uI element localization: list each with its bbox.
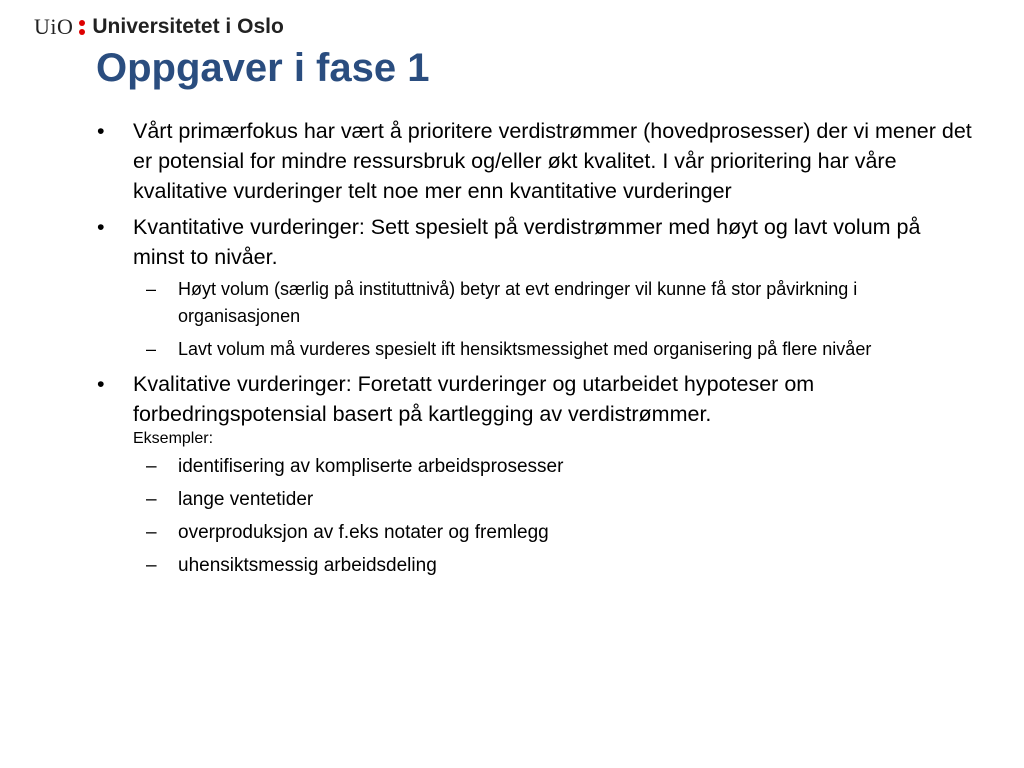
- sub-bullet-text: identifisering av kompliserte arbeidsprosesser: [178, 456, 564, 477]
- sub-bullet-marker: –: [146, 489, 157, 510]
- sub-bullet-marker: –: [146, 456, 157, 477]
- sub-bullet-marker: –: [146, 522, 157, 543]
- sub-bullet-item: [133, 519, 975, 546]
- bullet-item: [95, 369, 975, 579]
- sub-bullet-text: lange ventetider: [178, 489, 314, 510]
- sub-bullet-item: [133, 552, 975, 579]
- bullet-marker: •: [97, 215, 105, 239]
- examples-label: Eksempler:: [133, 430, 214, 447]
- university-logo: [34, 14, 284, 40]
- sub-bullet-marker: –: [146, 339, 157, 359]
- logo-dot-bottom: [79, 29, 85, 35]
- bullet-text: Kvalitative vurderinger: Foretatt vurderinger og utarbeidet hypoteser om forbedringspotensial basert på kartlegging av verdistrømmer.: [133, 372, 815, 426]
- slide-content: [95, 116, 975, 585]
- logo-short-name: UiO: [34, 14, 74, 39]
- bullet-text: Vårt primærfokus har vært å prioritere verdistrømmer (hovedprosesser) der vi mener det er potensial for mindre ressursbruk og/eller økt kvalitet. I vår prioritering har våre kvalitative vurderinger telt noe mer enn kvantitative vurderinger: [133, 119, 972, 203]
- bullet-list: [95, 116, 975, 579]
- sub-bullet-item: [133, 453, 975, 480]
- sub-bullet-item: [133, 336, 975, 363]
- bullet-text: Kvantitative vurderinger: Sett spesielt på verdistrømmer med høyt og lavt volum på minst to nivåer.: [133, 215, 921, 269]
- bullet-marker: •: [97, 119, 105, 143]
- sub-bullet-text: Høyt volum (særlig på instituttnivå) betyr at evt endringer vil kunne få stor påvirkning i organisasjonen: [178, 279, 858, 326]
- bullet-item: [95, 116, 975, 206]
- logo-dot-top: [79, 20, 85, 26]
- logo-dots-icon: [79, 20, 85, 35]
- bullet-marker: •: [97, 372, 105, 396]
- sub-bullet-text: overproduksjon av f.eks notater og fremlegg: [178, 522, 549, 543]
- sub-bullet-marker: –: [146, 555, 157, 576]
- sub-bullet-list: [133, 453, 975, 579]
- sub-bullet-text: uhensiktsmessig arbeidsdeling: [178, 555, 437, 576]
- slide-title: Oppgaver i fase 1: [96, 46, 430, 90]
- sub-bullet-text: Lavt volum må vurderes spesielt ift hensiktsmessighet med organisering på flere nivåer: [178, 339, 872, 359]
- sub-bullet-item: [133, 276, 975, 330]
- sub-bullet-item: [133, 486, 975, 513]
- sub-bullet-list: [133, 276, 975, 363]
- logo-full-name: Universitetet i Oslo: [92, 15, 284, 38]
- bullet-item: [95, 212, 975, 363]
- sub-bullet-marker: –: [146, 279, 157, 299]
